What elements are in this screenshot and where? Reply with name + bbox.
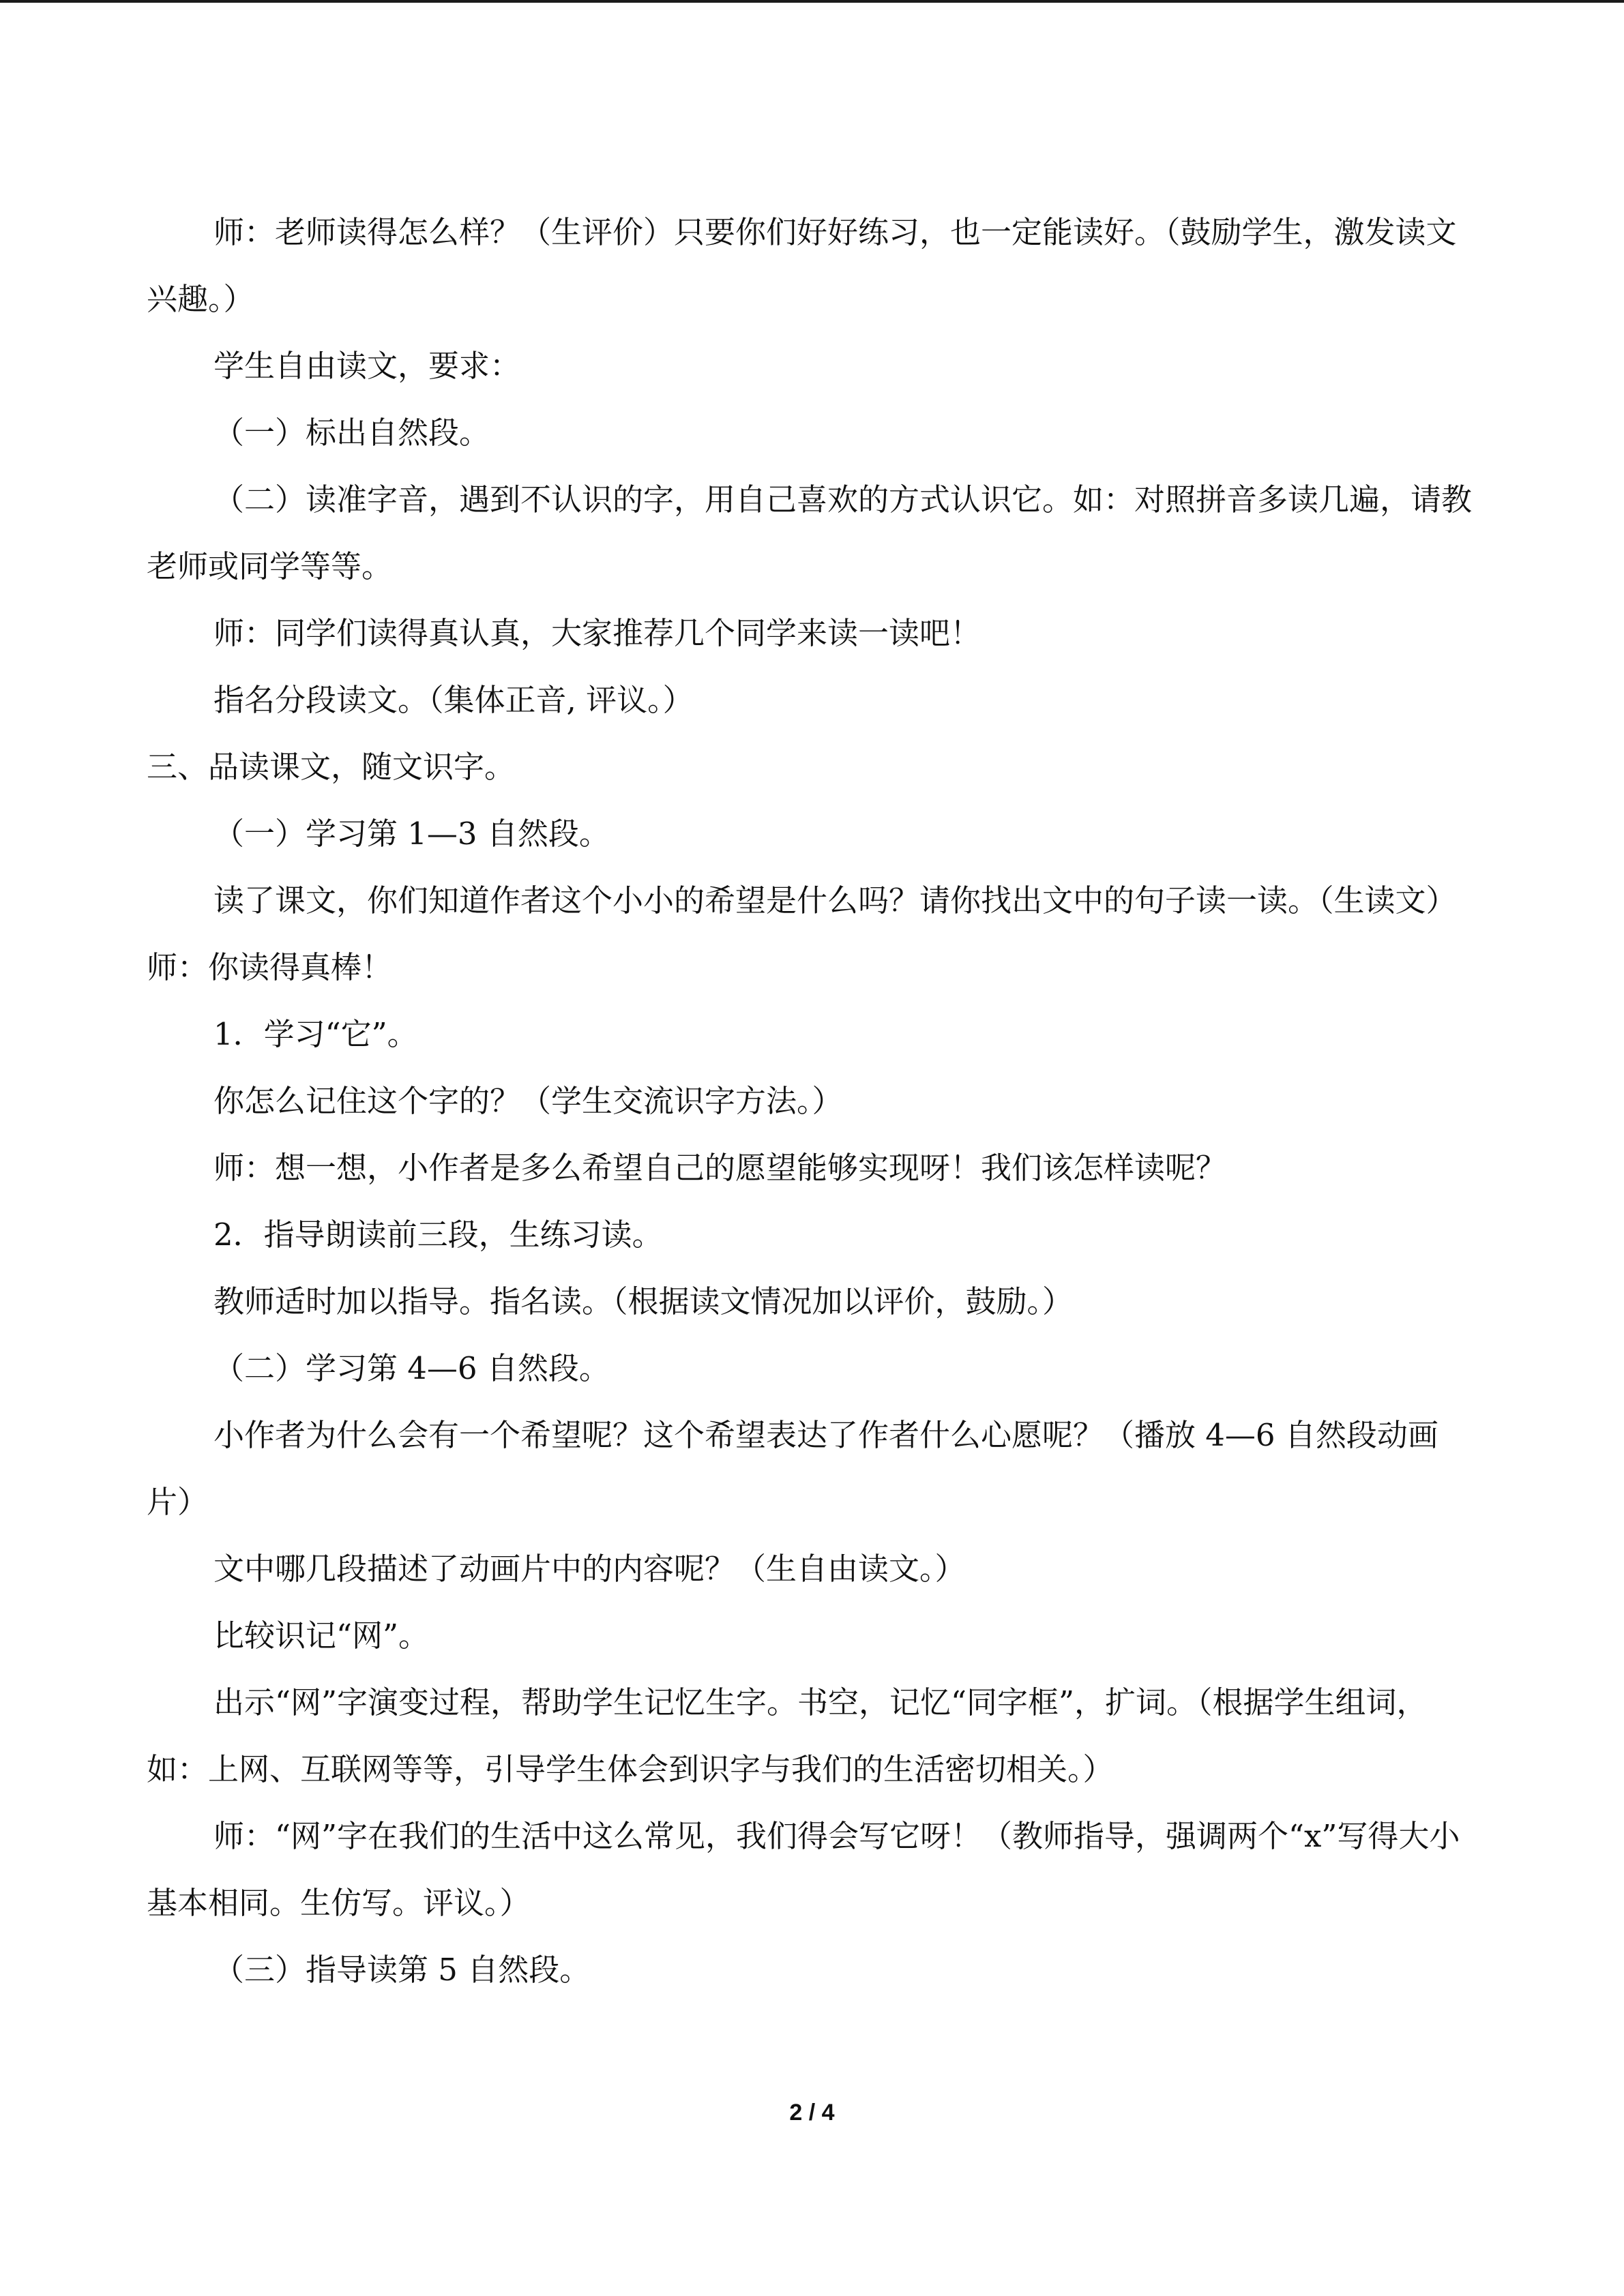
paragraph: 文中哪几段描述了动画片中的内容呢？（生自由读文。） [213,1551,966,1587]
paragraph: 指名分段读文。（集体正音, 评议。） [213,682,694,718]
section-heading: 三、品读课文，随文识字。 [147,749,516,785]
paragraph: 师：同学们读得真认真，大家推荐几个同学来读一读吧！ [213,615,981,651]
paragraph: 你怎么记住这个字的？（学生交流识字方法。） [213,1083,843,1119]
paragraph: 1．学习“它”。 [213,1016,418,1052]
paragraph: 师：老师读得怎么样？（生评价）只要你们好好练习，也一定能读好。（鼓励学生，激发读文兴趣。） [147,214,1457,317]
paragraph: （一）标出自然段。 [213,415,490,451]
paragraph: 学生自由读文，要求： [213,348,521,384]
paragraph: 师：想一想，小作者是多么希望自己的愿望能够实现呀！我们该怎样读呢？ [213,1150,1227,1186]
paragraph: 师：“网”字在我们的生活中这么常见，我们得会写它呀！（教师指导，强调两个“x”写得大小基本相同。生仿写。评议。） [147,1818,1460,1921]
paragraph: 比较识记“网”。 [213,1617,430,1654]
paragraph: 读了课文，你们知道作者这个小小的希望是什么吗？请你找出文中的句子读一读。（生读文）师：你读得真棒！ [147,882,1457,985]
paragraph: 2．指导朗读前三段，生练习读。 [213,1217,663,1253]
paragraph: （三）指导读第 5 自然段。 [213,1952,591,1988]
paragraph: （一）学习第 1—3 自然段。 [213,816,610,852]
paragraph: 小作者为什么会有一个希望呢？这个希望表达了作者什么心愿呢？（播放 4—6 自然段动画片） [147,1417,1438,1520]
paragraph: 教师适时加以指导。指名读。（根据读文情况加以评价，鼓励。） [213,1283,1074,1320]
paragraph: （二）读准字音，遇到不认识的字，用自己喜欢的方式认识它。如：对照拼音多读几遍，请教老师或同学等等。 [147,481,1473,584]
top-border-line [0,0,1624,3]
page-number: 2 / 4 [789,2100,835,2126]
paragraph: （二）学习第 4—6 自然段。 [213,1350,610,1386]
document-body [147,199,1483,2003]
paragraph: 出示“网”字演变过程，帮助学生记忆生字。书空，记忆“同字框”，扩词。（根据学生组词，如：上网、互联网等等，引导学生体会到识字与我们的生活密切相关。） [147,1684,1428,1787]
